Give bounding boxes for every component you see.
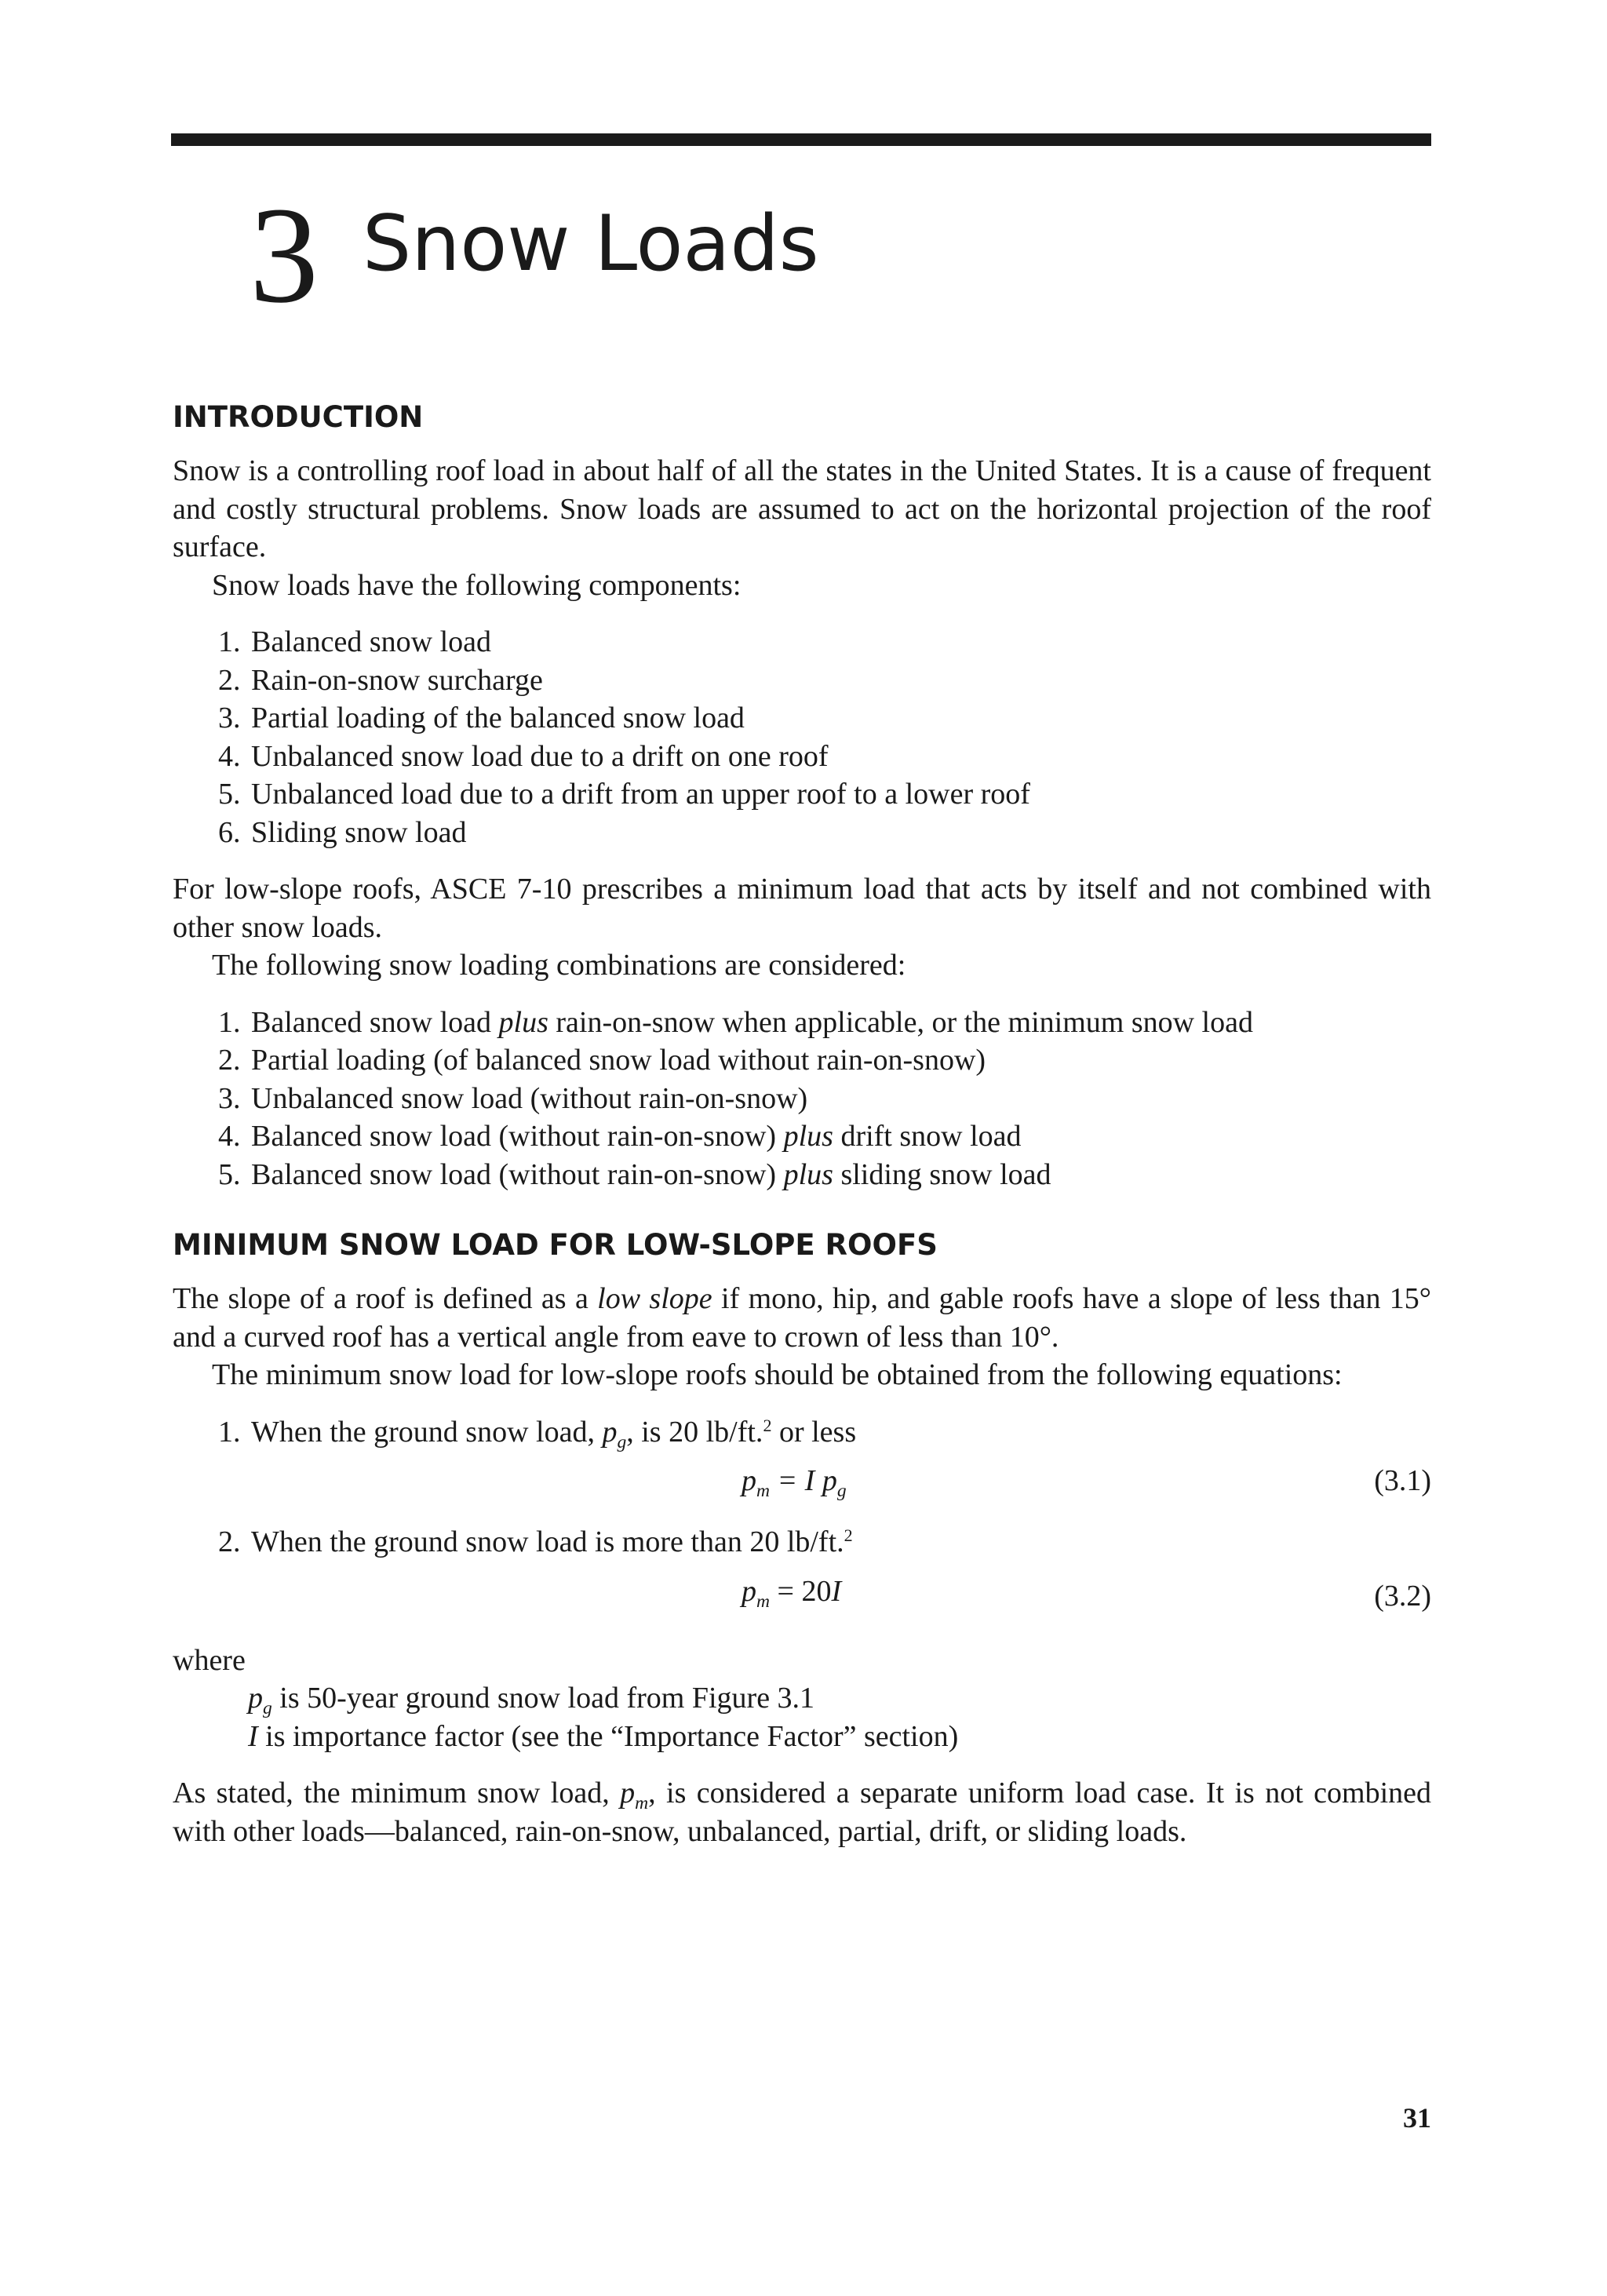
minimum-snow-load-heading: MINIMUM SNOW LOAD FOR LOW-SLOPE ROOFS [173,1228,938,1262]
subscript-g: g [617,1431,627,1452]
subscript-g: g [263,1698,272,1719]
combination-text: Balanced snow load (without rain-on-snow) [251,1157,784,1191]
superscript-2: 2 [844,1525,853,1545]
introduction-section [173,399,1431,1194]
list-item [248,1117,1431,1156]
intro-paragraph-1: Snow is a controlling roof load in about half of all the states in the United States. It is a cause of frequent and costly structural problems. Snow loads are assumed to act on the horizontal projection of the roof surface. [173,454,1431,563]
combination-text: Balanced snow load (without rain-on-snow) [251,1120,784,1153]
combination-text: rain-on-snow when applicable, or the minimum snow load [548,1005,1253,1039]
definition-text: is 50-year ground snow load from Figure 3.1 [271,1682,815,1715]
equation-number: (3.1) [1374,1464,1431,1497]
min-load-paragraph-3 [173,1774,1431,1850]
paragraph-text: As stated, the minimum snow load, [173,1777,621,1809]
snow-load-components-list [173,623,1431,851]
list-item: 1. Balanced snow load [248,623,1431,661]
subscript-m: m [756,1481,771,1502]
ground-load-case-1 [173,1413,1431,1452]
list-item [248,1413,1431,1452]
chapter-title: Snow Loads [363,199,819,289]
intro-paragraph-3: For low-slope roofs, ASCE 7-10 prescribes a minimum load that acts by itself and not combined with other snow loads. [173,873,1431,944]
variable-p: p [602,1415,618,1449]
snow-load-combinations-list [173,1004,1431,1194]
list-item: 3. Partial loading of the balanced snow load [248,699,1431,738]
case-text: When the ground snow load is more than 20 lb/ft. [251,1525,844,1558]
intro-paragraph-4: The following snow loading combinations are considered: [212,949,906,982]
list-item [248,1156,1431,1194]
definition-i [248,1718,1431,1756]
combination-text: sliding snow load [833,1157,1051,1191]
list-item: 3. Unbalanced snow load (without rain-on-snow) [248,1080,1431,1118]
where-label: where [173,1643,246,1677]
equation-3-1 [173,1462,1431,1507]
case-text: , is 20 lb/ft. [626,1415,763,1449]
ground-load-case-2 [173,1523,1431,1562]
list-item: 2. Rain-on-snow surcharge [248,661,1431,700]
low-slope-term: low slope [597,1282,712,1315]
intro-paragraph-2: Snow loads have the following components: [212,568,742,602]
combination-emphasis: plus [783,1120,833,1153]
variable-p: p [620,1777,636,1809]
equation-equals: = 20 [770,1574,832,1608]
equation-expression [742,1462,847,1500]
equation-rhs: = I p [770,1464,837,1497]
page-number: 31 [1403,2102,1431,2134]
case-text: When the ground snow load, [251,1415,603,1449]
list-item [248,1004,1431,1042]
variable-p: p [248,1682,263,1715]
paragraph-text: if mono, hip, and gable roofs have a slope of less than 15° and a curved roof has a vertical angle from eave to crown of less than 10°. [173,1282,1431,1354]
variable-i: I [248,1719,258,1753]
subscript-m: m [635,1793,649,1814]
variable-definitions [173,1679,1431,1755]
combination-text: drift snow load [833,1120,1022,1153]
introduction-heading: INTRODUCTION [173,400,424,434]
combination-text: Balanced snow load [251,1005,499,1039]
equation-number: (3.2) [1374,1579,1431,1613]
equation-expression [742,1573,841,1611]
variable-p: p [742,1464,756,1497]
case-text: or less [771,1415,857,1449]
superscript-2: 2 [763,1415,772,1435]
list-item: 5. Unbalanced load due to a drift from an upper roof to a lower roof [248,775,1431,814]
paragraph-text: , is considered a separate uniform load case. It is not combined with other loads—balanced, rain-on-snow, unbalanced, partial, drift, or sliding loads. [173,1777,1431,1848]
list-item [248,1523,1431,1562]
variable-i: I [831,1574,842,1608]
list-item: 6. Sliding snow load [248,814,1431,852]
combination-emphasis: plus [783,1157,833,1191]
list-item: 2. Partial loading (of balanced snow load without rain-on-snow) [248,1041,1431,1080]
definition-text: is importance factor (see the “Importance Factor” section) [257,1719,959,1753]
page-content [173,399,1431,1850]
variable-p: p [742,1574,756,1608]
chapter-top-rule [171,133,1431,146]
chapter-number: 3 [250,179,319,332]
definition-pg [248,1679,1431,1718]
combination-emphasis: plus [498,1005,548,1039]
subscript-g: g [836,1481,847,1502]
minimum-snow-load-section [173,1226,1431,1850]
subscript-m: m [756,1591,771,1612]
equation-3-2 [173,1573,1431,1618]
list-item: 4. Unbalanced snow load due to a drift on one roof [248,738,1431,776]
min-load-paragraph-2: The minimum snow load for low-slope roofs should be obtained from the following equations: [212,1358,1343,1391]
paragraph-text: The slope of a roof is defined as a [173,1282,598,1315]
min-load-paragraph-1 [173,1280,1431,1356]
